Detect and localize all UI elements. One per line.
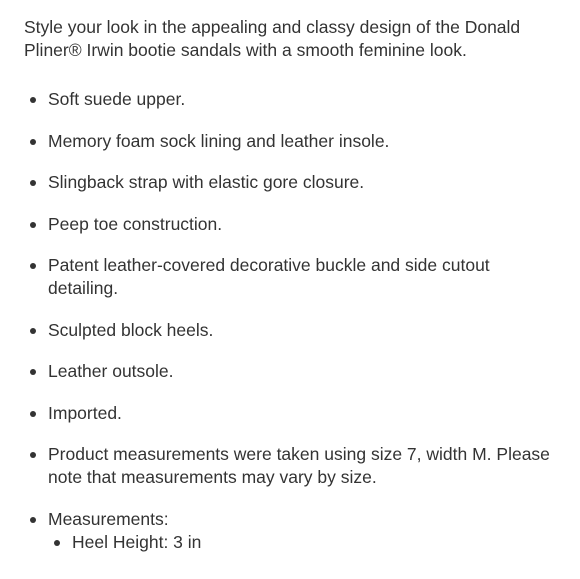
bullet-icon [30, 411, 36, 417]
feature-text: Product measurements were taken using size 7, width M. Please note that measurements may vary by size. [48, 444, 550, 487]
list-item [24, 360, 564, 383]
intro-paragraph: Style your look in the appealing and classy design of the Donald Pliner® Irwin bootie sandals with a smooth feminine look. [24, 17, 521, 60]
bullet-icon [30, 139, 36, 145]
product-description [24, 16, 564, 572]
bullet-icon [30, 517, 36, 523]
list-item [24, 443, 564, 489]
list-item [24, 88, 564, 111]
list-item [24, 171, 564, 194]
measurement-text: Heel Height: 3 in [72, 531, 202, 552]
feature-text: Sculpted block heels. [48, 319, 214, 340]
measurements-heading: Measurements: [48, 508, 169, 529]
feature-text: Slingback strap with elastic gore closure. [48, 172, 365, 192]
list-item [24, 402, 564, 425]
list-item [24, 130, 564, 153]
list-item [24, 213, 564, 236]
feature-text: Soft suede upper. [48, 89, 186, 109]
bullet-icon [30, 369, 36, 375]
measurements-list [48, 531, 564, 554]
list-item [24, 319, 564, 342]
bullet-icon [30, 328, 36, 334]
list-item [48, 531, 564, 554]
bullet-icon [30, 222, 36, 228]
bullet-icon [30, 97, 36, 103]
feature-list [24, 88, 564, 554]
bullet-icon [30, 452, 36, 458]
feature-text: Leather outsole. [48, 361, 174, 381]
feature-text: Patent leather-covered decorative buckle and side cutout detailing. [48, 255, 490, 298]
feature-text: Memory foam sock lining and leather insole. [48, 130, 390, 151]
bullet-icon [30, 180, 36, 186]
feature-text: Peep toe construction. [48, 213, 223, 234]
bullet-icon [30, 263, 36, 269]
feature-text: Imported. [48, 402, 122, 423]
list-item [24, 508, 564, 554]
list-item [24, 254, 564, 300]
bullet-icon [54, 540, 60, 546]
